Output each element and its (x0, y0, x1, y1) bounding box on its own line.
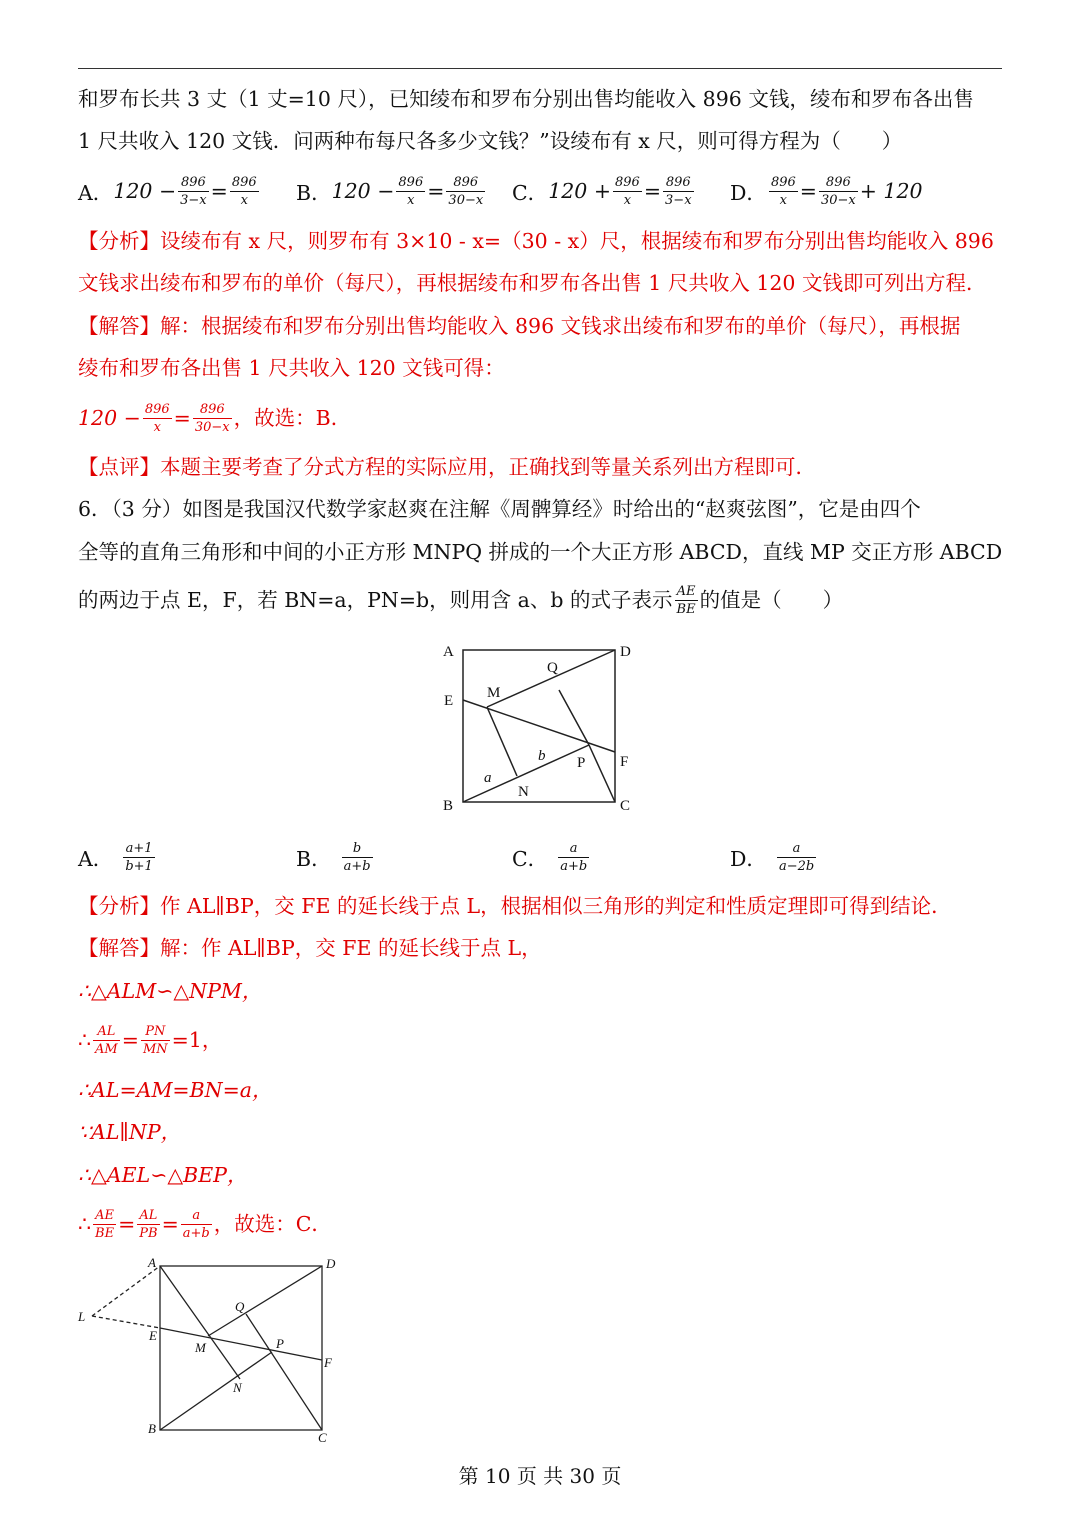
q6-step-3: ∴AL=AM=BN=a， (78, 1078, 273, 1102)
q6-text-line-2: 全等的直角三角形和中间的小正方形 MNPQ 拼成的一个大正方形 ABCD，直线 MP 交正方形 ABCD (78, 540, 1003, 564)
label-d: D (326, 1256, 336, 1271)
q5-text-line-1: 和罗布长共 3 丈（1 丈=10 尺），已知绫布和罗布分别出售均能收入 896 文钱，绫布和罗布各出售 (78, 87, 974, 111)
q6-answer: 【解答】解：作 AL∥BP，交 FE 的延长线于点 L， (78, 936, 542, 960)
q6-option-b[interactable] (296, 834, 375, 880)
fraction-denominator: PB (139, 1225, 158, 1241)
q6-step-2 (78, 1018, 1002, 1062)
equals-sign: = (118, 1212, 136, 1236)
fraction-numerator: AL (93, 1024, 120, 1041)
label-c: C (318, 1430, 327, 1445)
fraction-numerator: 896 (231, 174, 257, 190)
solution-figure (72, 1252, 344, 1447)
option-lead: 120 − (113, 179, 177, 203)
q6-step-5: ∴△AEL∽△BEP， (78, 1163, 248, 1187)
fraction-denominator: a+b (343, 858, 371, 874)
q5-analysis-line-2: 文钱求出绫布和罗布的单价（每尺），再根据绫布和罗布各出售 1 尺共收入 120 文钱即可列出方程． (78, 271, 987, 295)
label-n: N (233, 1380, 242, 1395)
fraction-numerator: 896 (398, 174, 424, 190)
equals-sign: = (210, 179, 228, 203)
zhao-shuang-figure (435, 638, 645, 816)
q6-analysis: 【分析】作 AL∥BP，交 FE 的延长线于点 L，根据相似三角形的判定和性质定理即可得到结论． (78, 894, 952, 918)
fraction-numerator: 896 (615, 174, 640, 190)
equals-sign: = (161, 1212, 179, 1236)
label-b-lower: b (538, 748, 546, 764)
label-f: F (324, 1355, 332, 1370)
option-label: A． (78, 847, 114, 871)
label-f: F (620, 754, 629, 770)
option-label: B． (296, 181, 332, 205)
q6-text-line-3 (78, 580, 1002, 620)
fraction-denominator: 3−x (180, 192, 207, 208)
q6-step-4: ∵AL∥NP， (78, 1120, 182, 1144)
fraction-numerator: a (181, 1208, 212, 1225)
label-e: E (149, 1328, 157, 1343)
q6-step-6 (78, 1202, 1002, 1246)
step-tail: =1， (171, 1028, 223, 1052)
label-c: C (620, 798, 631, 814)
segment-dm (208, 1266, 322, 1336)
option-tail: + 120 (859, 179, 923, 203)
q5-comment: 【点评】本题主要考查了分式方程的实际应用，正确找到等量关系列出方程即可． (78, 455, 816, 479)
fraction-denominator: a+b (182, 1225, 210, 1241)
q6-option-a[interactable] (78, 834, 157, 880)
q5-option-b[interactable] (296, 168, 487, 214)
segment-ef (160, 1328, 322, 1360)
fraction-denominator: 30−x (820, 192, 856, 208)
segment-bp (160, 1352, 272, 1430)
q5-text-line-2: 1 尺共收入 120 文钱．问两种布每尺各多少文钱？”设绫布有 x 尺，则可得方程为（ ） (78, 129, 903, 153)
label-p: P (577, 755, 586, 771)
q6-line3-post: 的值是（ ） (699, 588, 844, 612)
q5-equation (78, 398, 1002, 438)
fraction-denominator: 30−x (448, 192, 484, 208)
fraction-numerator: a+1 (123, 841, 155, 858)
segment-an (160, 1266, 240, 1379)
page-footer: 第 10 页 共 30 页 (458, 1464, 622, 1488)
fraction-numerator: 896 (178, 175, 209, 192)
step-tail: ，故选：C． (213, 1212, 332, 1236)
q6-step-1: ∴△ALM∽△NPM， (78, 979, 263, 1003)
label-a-lower: a (484, 770, 492, 786)
option-lead: 120 − (331, 179, 395, 203)
fraction-denominator: a−2b (778, 858, 815, 874)
label-q: Q (235, 1299, 245, 1314)
equals-sign: = (643, 179, 662, 203)
segment-qp (559, 690, 589, 745)
fraction-denominator: x (240, 192, 248, 208)
label-b: B (148, 1421, 156, 1436)
fraction-denominator: 30−x (194, 419, 230, 435)
fraction-denominator: BE (676, 601, 696, 617)
square-abcd (160, 1266, 322, 1430)
segment-qc (246, 1314, 322, 1430)
option-label: D． (730, 181, 767, 205)
fraction-numerator: AE (675, 584, 698, 601)
segment-dm (487, 650, 615, 707)
fraction-numerator: AE (93, 1208, 116, 1225)
option-label: A． (78, 181, 114, 205)
fraction-numerator: AL (137, 1208, 159, 1225)
fraction-denominator: x (623, 192, 632, 208)
option-label: C． (512, 181, 549, 205)
segment-ef (463, 700, 615, 752)
fraction-numerator: 896 (144, 401, 170, 417)
dashed-le (92, 1316, 160, 1328)
label-a: A (443, 644, 454, 660)
fraction-denominator: 3−x (665, 192, 692, 208)
dashed-al (92, 1266, 160, 1316)
fraction-denominator: b+1 (125, 858, 153, 874)
label-d: D (620, 644, 631, 660)
equals-sign: = (173, 406, 191, 430)
q5-option-c[interactable] (512, 168, 696, 214)
fraction-denominator: x (779, 192, 788, 208)
q5-option-a[interactable] (78, 168, 261, 214)
fraction-denominator: AM (95, 1041, 118, 1057)
label-l: L (78, 1309, 86, 1324)
therefore-sign: ∴ (78, 1028, 92, 1052)
q5-answer-line-1: 【解答】解：根据绫布和罗布分别出售均能收入 896 文钱求出绫布和罗布的单价（每尺），再根据 (78, 314, 961, 338)
fraction-numerator: a (777, 841, 816, 858)
fraction-numerator: b (342, 841, 373, 858)
fraction-numerator: PN (141, 1024, 170, 1041)
option-label: C． (512, 847, 549, 871)
q6-line3-pre: 的两边于点 E，F，若 BN=a，PN=b，则用含 a、b 的式子表示 (78, 588, 673, 612)
label-b: B (443, 798, 454, 814)
q6-option-c[interactable] (512, 834, 591, 880)
equals-sign: = (799, 179, 817, 203)
q6-options (78, 834, 1002, 880)
q5-analysis-line-1: 【分析】设绫布有 x 尺，则罗布有 3×10 - x=（30 - x）尺，根据绫布和罗布分别出售均能收入 896 (78, 229, 994, 253)
option-label: D． (730, 847, 767, 871)
label-e: E (444, 693, 454, 709)
label-q: Q (547, 660, 558, 676)
q6-text-line-1: 6．（3 分）如图是我国汉代数学家赵爽在注解《周髀算经》时给出的“赵爽弦图”，它是由四个 (78, 497, 921, 521)
fraction-denominator: a+b (560, 858, 588, 874)
q5-option-d[interactable] (730, 168, 923, 214)
q6-option-d[interactable] (730, 834, 818, 880)
equals-sign: = (121, 1028, 139, 1052)
label-p: P (276, 1336, 284, 1351)
label-a: A (148, 1255, 156, 1270)
equals-sign: = (427, 179, 445, 203)
label-n: N (518, 784, 529, 800)
fraction-denominator: BE (95, 1225, 115, 1241)
label-m: M (487, 685, 501, 701)
fraction-denominator: x (153, 419, 161, 435)
fraction-numerator: 896 (193, 402, 232, 419)
therefore-sign: ∴ (78, 1212, 92, 1236)
fraction-numerator: a (558, 841, 589, 858)
option-lead: 120 + (548, 179, 612, 203)
fraction-denominator: x (407, 192, 415, 208)
option-label: B． (296, 847, 332, 871)
q5-answer-line-2: 绫布和罗布各出售 1 尺共收入 120 文钱可得： (78, 356, 505, 380)
fraction-denominator: MN (142, 1041, 168, 1057)
fraction-numerator: 896 (446, 175, 485, 192)
fraction-numerator: 896 (770, 174, 796, 190)
equation-lead: 120 − (78, 406, 141, 430)
fraction-numerator: 896 (663, 175, 694, 192)
header-rule (78, 68, 1002, 69)
q5-options (78, 168, 1002, 214)
fraction-numerator: 896 (819, 175, 858, 192)
equation-tail: ，故选：B． (233, 406, 352, 430)
segment-pc (589, 745, 615, 802)
label-m: M (195, 1340, 206, 1355)
